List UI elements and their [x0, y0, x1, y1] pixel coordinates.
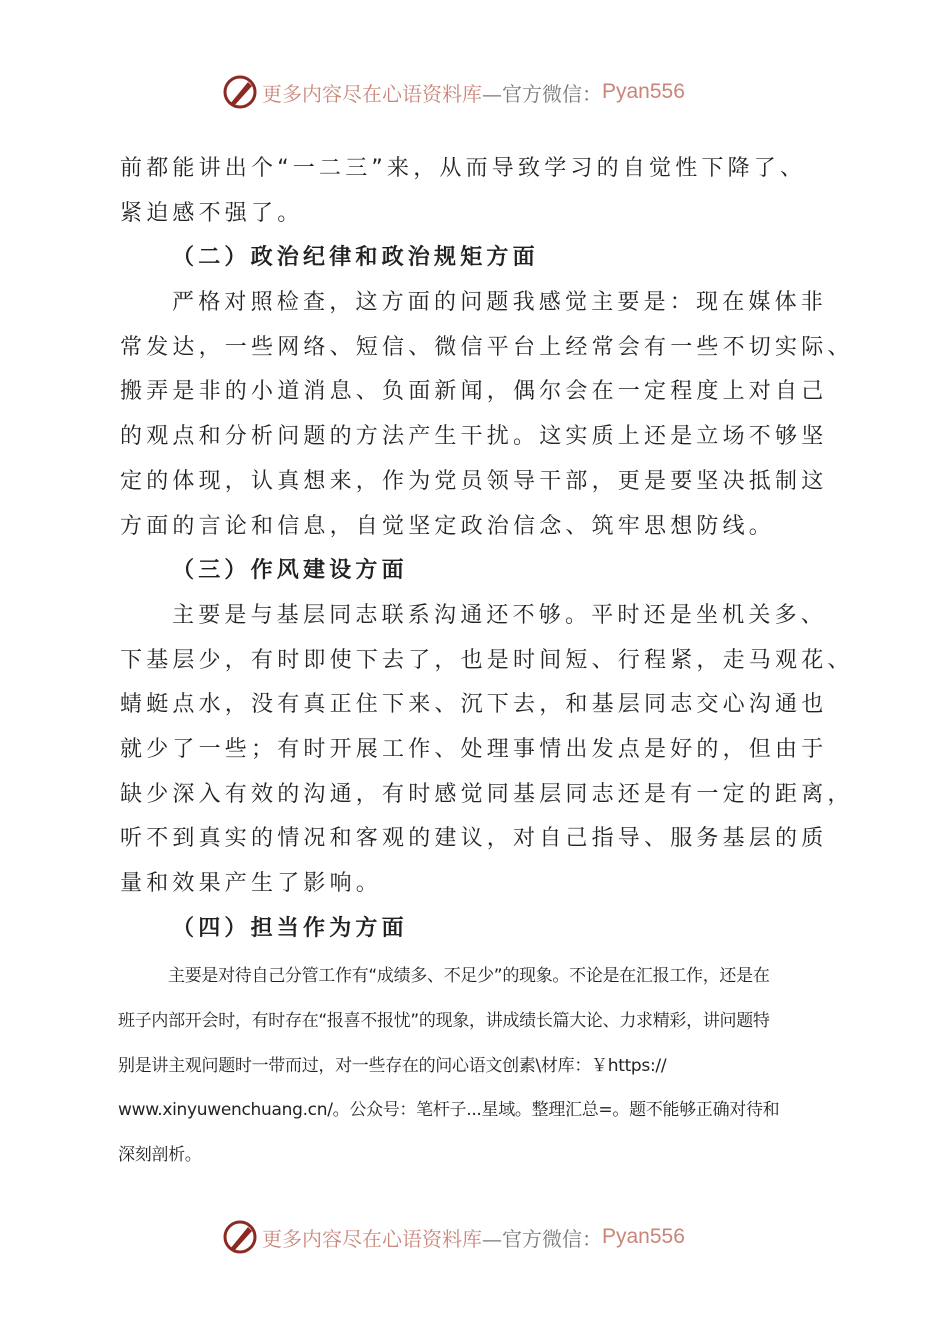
text-line: 严格对照检查，这方面的问题我感觉主要是：现在媒体非: [172, 290, 828, 316]
text-line: 搬弄是非的小道消息、负面新闻，偶尔会在一定程度上对自己: [120, 379, 828, 405]
text-line: 主要是对待自己分管工作有“成绩多、不足少”的现象。不论是在汇报工作，还是在: [168, 966, 770, 986]
text-line: 深刻剖析。: [118, 1145, 202, 1166]
text-line: 别是讲主观问题时一带而过，对一些存在的问心语文创素\材库：￥https://: [118, 1055, 667, 1076]
banner-wechat-id: Pyan556: [602, 1225, 685, 1248]
banner-text: 更多内容尽在心语资料库: [262, 81, 482, 106]
banner-text: 更多内容尽在心语资料库: [262, 1226, 482, 1251]
document-body: [120, 147, 854, 951]
banner-wechat-label: —官方微信：: [482, 1226, 602, 1251]
text-line: 班子内部开会时，有时存在“报喜不报忧”的现象，讲成绩长篇大论、力求精彩，讲问题特: [118, 1010, 770, 1031]
text-line: 听不到真实的情况和客观的建议，对自己指导、服务基层的质: [120, 826, 828, 852]
text-line: 量和效果产生了影响。: [120, 871, 383, 896]
banner-wechat-id: Pyan556: [602, 80, 685, 103]
text-line: 紧迫感不强了。: [120, 200, 304, 226]
banner-wechat-label: —官方微信：: [482, 81, 602, 106]
text-line: 缺少深入有效的沟通，有时感觉同基层同志还是有一定的距离，: [120, 781, 854, 807]
text-line: 下基层少，有时即使下去了，也是时间短、行程紧，走马观花、: [120, 647, 854, 673]
section-heading: （四）担当作为方面: [172, 915, 408, 941]
text-line: 前都能讲出个“一二三”来，从而导致学习的自觉性下降了、: [120, 156, 807, 181]
text-line: 的观点和分析问题的方法产生干扰。这实质上还是立场不够坚: [120, 424, 828, 450]
text-line: 主要是与基层同志联系沟通还不够。平时还是坐机关多、: [172, 602, 828, 628]
text-line: 蜻蜓点水，没有真正住下来、沉下去，和基层同志交心沟通也: [120, 692, 828, 718]
text-line: 定的体现，认真想来，作为党员领导干部，更是要坚决抵制这: [120, 468, 828, 494]
text-line: 方面的言论和信息，自觉坚定政治信念、筑牢思想防线。: [120, 513, 776, 539]
pen-logo-icon: [222, 1219, 258, 1255]
section-heading: （三）作风建设方面: [172, 558, 408, 584]
footer-watermark-banner: [222, 1217, 722, 1257]
header-watermark-banner: [222, 72, 722, 112]
pen-logo-icon: [222, 74, 258, 110]
small-paragraph: [118, 954, 838, 1178]
text-line: www.xinyuwenchuang.cn/。公众号：笔杆子...星域。整理汇总=。题不能够正确对待和: [118, 1100, 780, 1121]
section-heading: （二）政治纪律和政治规矩方面: [172, 245, 539, 271]
text-line: 就少了一些；有时开展工作、处理事情出发点是好的，但由于: [120, 736, 828, 762]
text-line: 常发达，一些网络、短信、微信平台上经常会有一些不切实际、: [120, 334, 854, 360]
